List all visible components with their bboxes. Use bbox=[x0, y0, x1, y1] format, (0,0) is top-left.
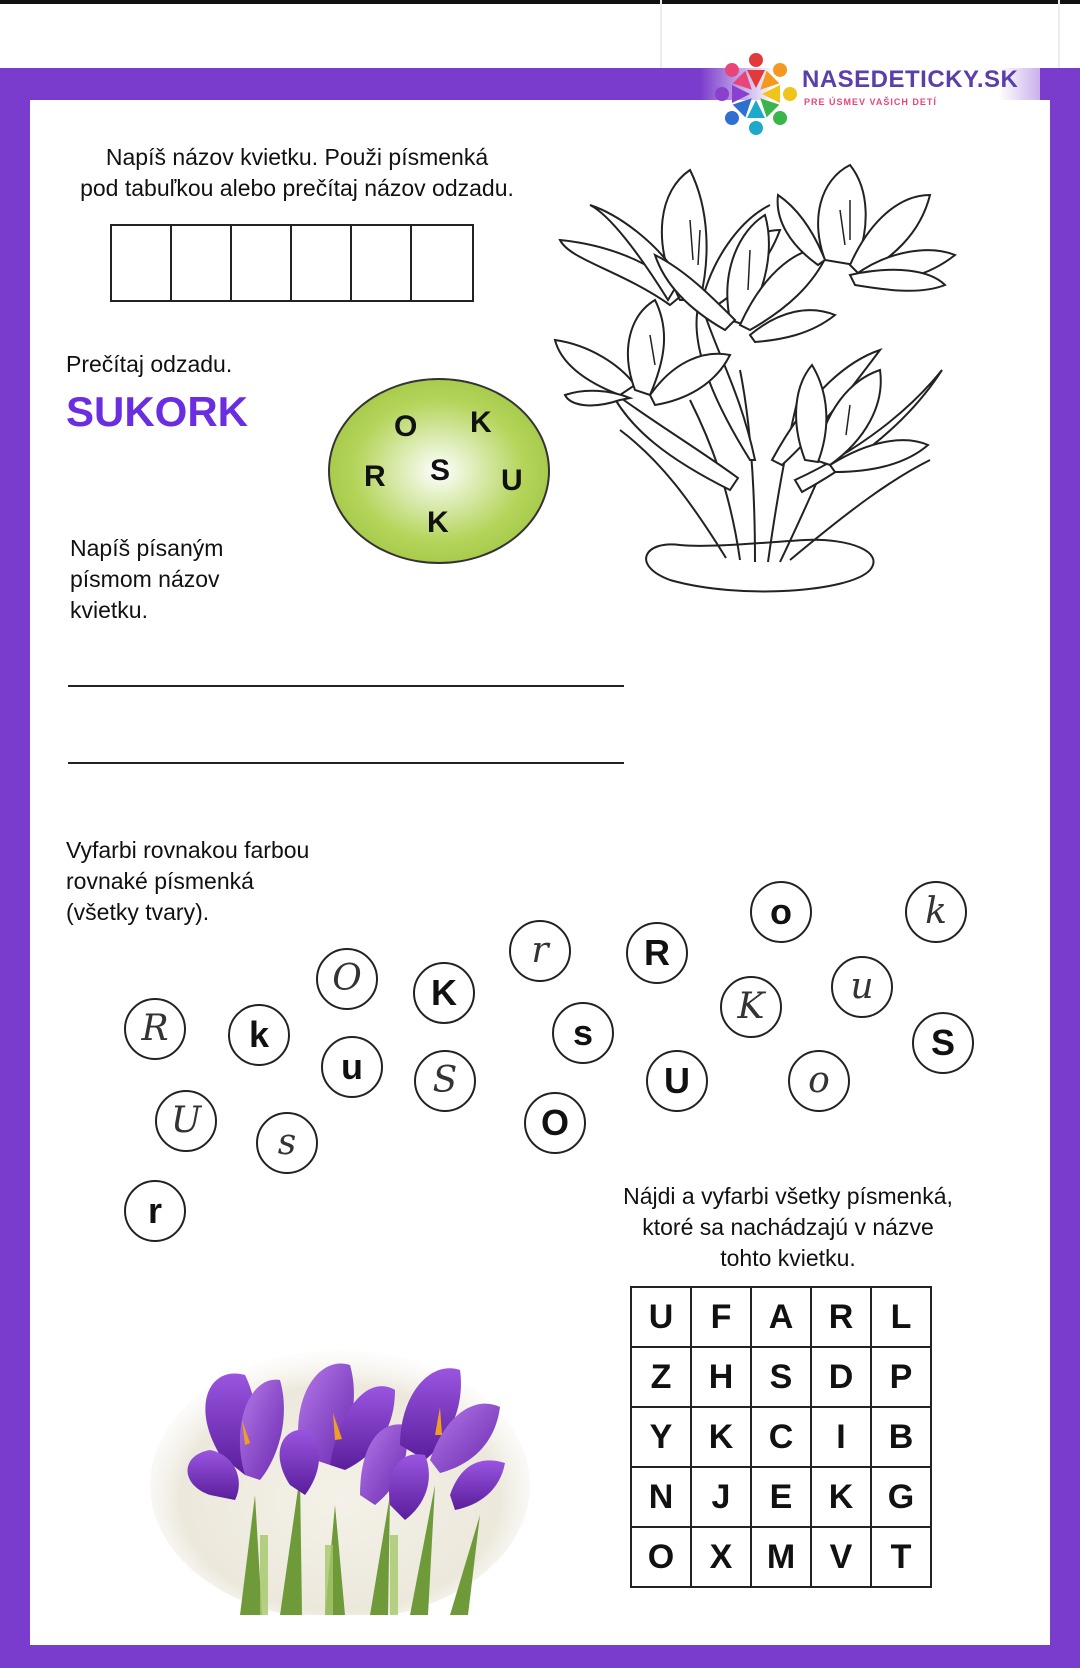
letter-circle[interactable] bbox=[905, 881, 967, 943]
grid-cell[interactable]: S bbox=[751, 1347, 811, 1407]
tab-divider bbox=[660, 0, 662, 68]
letter-cursive: R bbox=[141, 1008, 169, 1049]
grid-cell[interactable]: D bbox=[811, 1347, 871, 1407]
grid-cell[interactable]: V bbox=[811, 1527, 871, 1587]
letter-circle[interactable] bbox=[788, 1050, 850, 1112]
grid-cell[interactable]: H bbox=[691, 1347, 751, 1407]
grid-cell[interactable]: K bbox=[811, 1467, 871, 1527]
task3-instruction: Napíš písaným písmom názov kvietku. bbox=[70, 535, 224, 623]
grid-cell[interactable]: L bbox=[871, 1287, 931, 1347]
letter-circle[interactable] bbox=[524, 1092, 586, 1154]
crocus-photo bbox=[150, 1345, 530, 1615]
grid-cell[interactable]: M bbox=[751, 1527, 811, 1587]
egg-letter: O bbox=[394, 410, 418, 443]
letter-egg bbox=[328, 378, 550, 564]
egg-letter: K bbox=[427, 506, 449, 539]
letter-circle[interactable] bbox=[316, 948, 378, 1010]
task4-instruction: Vyfarbi rovnakou farbou rovnaké písmenká (všetky tvary). bbox=[66, 837, 310, 925]
letter-print: R bbox=[644, 932, 670, 973]
task2-instruction: Prečítaj odzadu. bbox=[66, 351, 233, 377]
egg-letter: U bbox=[501, 464, 523, 497]
answer-cell[interactable] bbox=[292, 226, 352, 300]
letter-circle[interactable] bbox=[750, 881, 812, 943]
letter-print: r bbox=[147, 1190, 162, 1231]
letter-circle[interactable] bbox=[414, 1050, 476, 1112]
grid-cell[interactable]: E bbox=[751, 1467, 811, 1527]
letter-grid bbox=[630, 1286, 932, 1588]
egg-letter: K bbox=[470, 406, 492, 439]
grid-row bbox=[631, 1287, 931, 1347]
grid-cell[interactable]: Y bbox=[631, 1407, 691, 1467]
letter-circle[interactable] bbox=[646, 1050, 708, 1112]
answer-cell[interactable] bbox=[172, 226, 232, 300]
grid-cell[interactable]: U bbox=[631, 1287, 691, 1347]
site-logo[interactable] bbox=[700, 44, 1040, 140]
letter-circle[interactable] bbox=[256, 1112, 318, 1174]
letter-circle[interactable] bbox=[321, 1036, 383, 1098]
crocus-outline-drawing bbox=[550, 160, 1010, 610]
writing-line[interactable] bbox=[68, 762, 624, 764]
grid-cell[interactable]: B bbox=[871, 1407, 931, 1467]
letter-circle[interactable] bbox=[912, 1012, 974, 1074]
letter-print: k bbox=[248, 1014, 270, 1055]
egg-letter: S bbox=[430, 454, 451, 487]
letter-circle[interactable] bbox=[228, 1004, 290, 1066]
letter-cursive: U bbox=[170, 1100, 202, 1141]
grid-cell[interactable]: O bbox=[631, 1527, 691, 1587]
answer-cell[interactable] bbox=[232, 226, 292, 300]
grid-cell[interactable]: N bbox=[631, 1467, 691, 1527]
top-edge-bar bbox=[0, 0, 1080, 4]
letter-circle[interactable] bbox=[626, 922, 688, 984]
letter-cursive: u bbox=[850, 966, 874, 1007]
letter-print: U bbox=[664, 1060, 690, 1101]
logo-tagline: PRE ÚSMEV VAŠICH DETÍ bbox=[804, 97, 937, 107]
scrambled-word: SUKORK bbox=[66, 388, 249, 435]
grid-cell[interactable]: Z bbox=[631, 1347, 691, 1407]
letter-cursive: s bbox=[277, 1122, 297, 1163]
grid-cell[interactable]: G bbox=[871, 1467, 931, 1527]
letter-circle[interactable] bbox=[552, 1002, 614, 1064]
letter-cursive: o bbox=[808, 1060, 830, 1101]
grid-cell[interactable]: K bbox=[691, 1407, 751, 1467]
grid-row bbox=[631, 1347, 931, 1407]
letter-cursive: k bbox=[925, 891, 947, 932]
letter-circle[interactable] bbox=[831, 956, 893, 1018]
task5-instruction: Nájdi a vyfarbi všetky písmenká, ktoré sa nachádzajú v názve tohto kvietku. bbox=[623, 1183, 953, 1271]
answer-cell[interactable] bbox=[412, 226, 472, 300]
grid-cell[interactable]: P bbox=[871, 1347, 931, 1407]
letter-circle[interactable] bbox=[720, 976, 782, 1038]
grid-row bbox=[631, 1527, 931, 1587]
writing-line[interactable] bbox=[68, 685, 624, 687]
letter-print: K bbox=[431, 972, 457, 1013]
grid-cell[interactable]: C bbox=[751, 1407, 811, 1467]
letter-cursive: K bbox=[737, 986, 765, 1027]
letter-cursive: r bbox=[531, 930, 549, 971]
letter-print: o bbox=[770, 891, 792, 932]
letter-circle[interactable] bbox=[124, 998, 186, 1060]
grid-cell[interactable]: A bbox=[751, 1287, 811, 1347]
grid-row bbox=[631, 1467, 931, 1527]
grid-row bbox=[631, 1407, 931, 1467]
answer-cell[interactable] bbox=[352, 226, 412, 300]
letter-circle[interactable] bbox=[124, 1180, 186, 1242]
grid-cell[interactable]: X bbox=[691, 1527, 751, 1587]
logo-name: NASEDETICKY.SK bbox=[802, 66, 1019, 93]
letter-circle[interactable] bbox=[413, 962, 475, 1024]
grid-cell[interactable]: J bbox=[691, 1467, 751, 1527]
grid-cell[interactable]: I bbox=[811, 1407, 871, 1467]
letter-cursive: O bbox=[332, 958, 362, 999]
letter-print: s bbox=[572, 1012, 594, 1053]
grid-cell[interactable]: R bbox=[811, 1287, 871, 1347]
letter-circle[interactable] bbox=[155, 1090, 217, 1152]
logo-children-icon bbox=[712, 48, 800, 136]
task1-instruction: Napíš názov kvietku. Použi písmenká pod tabuľkou alebo prečítaj názov odzadu. bbox=[80, 144, 514, 201]
letter-print: S bbox=[930, 1022, 955, 1063]
letter-print: O bbox=[540, 1102, 569, 1143]
answer-box bbox=[110, 224, 474, 302]
letter-circle[interactable] bbox=[509, 920, 571, 982]
letter-print: u bbox=[341, 1046, 363, 1087]
grid-cell[interactable]: T bbox=[871, 1527, 931, 1587]
answer-cell[interactable] bbox=[112, 226, 172, 300]
letter-cursive: S bbox=[432, 1060, 458, 1101]
tab-divider bbox=[1058, 0, 1060, 68]
grid-cell[interactable]: F bbox=[691, 1287, 751, 1347]
egg-letter: R bbox=[364, 460, 386, 493]
